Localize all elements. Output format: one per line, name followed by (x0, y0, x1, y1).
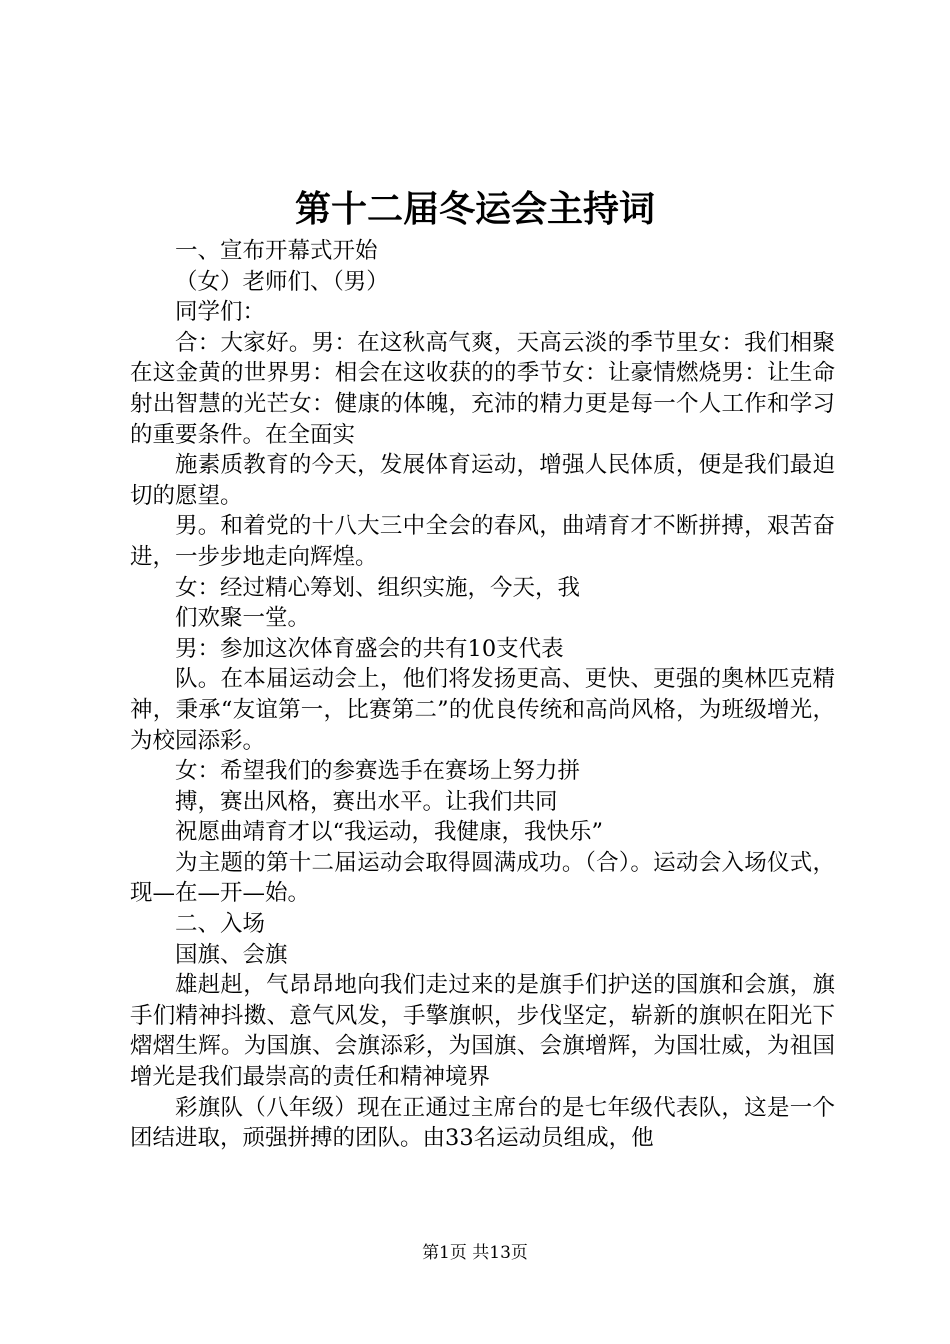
paragraph: 男。和着党的十八大三中全会的春风，曲靖育才不断拼搏，艰苦奋进，一步步地走向辉煌。 (130, 513, 835, 570)
paragraph: 合：大家好。男：在这秋高气爽，天高云淡的季节里女：我们相聚在这金黄的世界男：相会在这收获的的季节女：让豪情燃烧男：让生命射出智慧的光芒女：健康的体魄，充沛的精力更是每一个人工作和学习的重要条件。在全面实 (130, 329, 835, 448)
paragraph: 们欢聚一堂。 (175, 605, 311, 632)
paragraph: 二、入场 (175, 911, 266, 938)
paragraph: 搏，赛出风格，赛出水平。让我们共同 (175, 788, 558, 815)
paragraph: 女：经过精心筹划、组织实施，今天，我 (175, 574, 581, 601)
paragraph: 为主题的第十二届运动会取得圆满成功。（合）。运动会入场仪式，现—在—开—始。 (130, 849, 835, 907)
paragraph: （女）老师们、（男） (175, 268, 389, 295)
document-title: 第十二届冬运会主持词 (294, 188, 655, 230)
paragraph: 女：希望我们的参赛选手在赛场上努力拼 (175, 758, 581, 785)
paragraph: 同学们： (175, 299, 266, 326)
paragraph: 一、宣布开幕式开始 (175, 238, 378, 264)
paragraph: 施素质教育的今天，发展体育运动，增强人民体质，便是我们最迫切的愿望。 (130, 452, 835, 509)
paragraph: 祝愿曲靖育才以“我运动，我健康，我快乐” (175, 819, 604, 846)
page-footer: 第1页 共13页 (422, 1243, 528, 1263)
paragraph: 男：参加这次体育盛会的共有10支代表 (175, 635, 564, 662)
document-body (130, 236, 835, 1154)
paragraph: 队。在本届运动会上，他们将发扬更高、更快、更强的奥林匹克精神，秉承“友谊第一，比赛第二”的优良传统和高尚风格，为班级增光，为校园添彩。 (130, 666, 835, 754)
paragraph: 彩旗队（八年级）现在正通过主席台的是七年级代表队，这是一个团结进取，顽强拼搏的团队。由33名运动员组成，他 (130, 1094, 835, 1152)
paragraph: 国旗、会旗 (175, 941, 288, 968)
paragraph: 雄赳赳，气昂昂地向我们走过来的是旗手们护送的国旗和会旗，旗手们精神抖擞、意气风发，手擎旗帜，步伐坚定，崭新的旗帜在阳光下熠熠生辉。为国旗、会旗添彩，为国旗、会旗增辉，为国壮威，为祖国增光是我们最崇高的责任和精神境界 (130, 972, 835, 1091)
